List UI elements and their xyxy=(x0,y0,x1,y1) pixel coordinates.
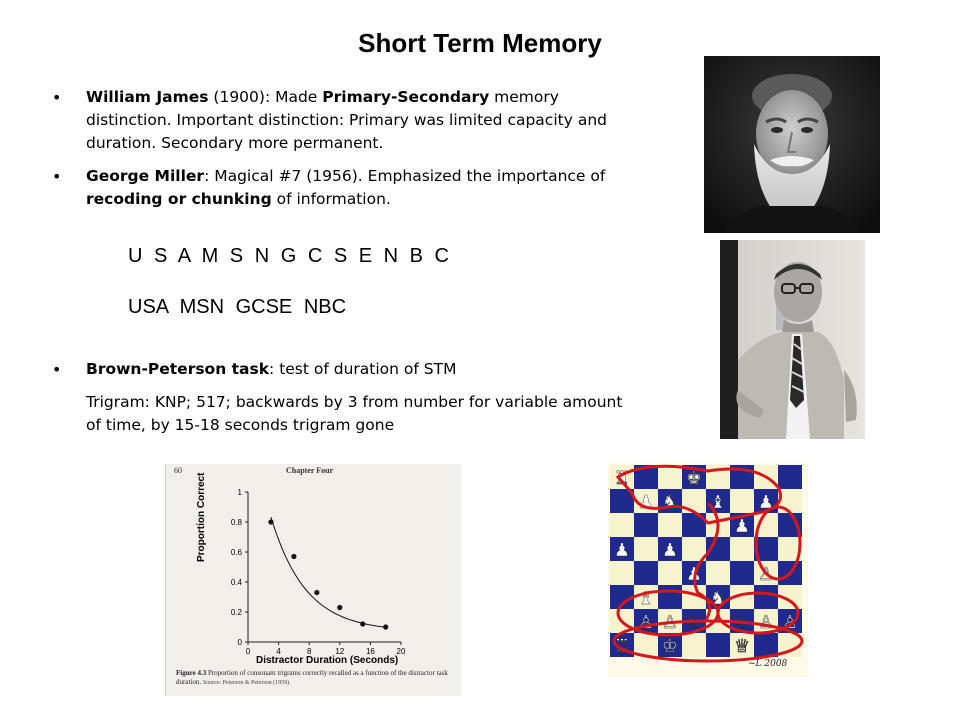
figure-caption xyxy=(176,669,456,688)
george-miller-photo xyxy=(720,240,865,439)
chess-piece: ♙ xyxy=(661,612,679,633)
william-james-photo xyxy=(704,56,880,233)
y-axis-label: Proportion Correct xyxy=(196,472,207,562)
chess-square xyxy=(634,537,658,561)
y-tick-label: 0.2 xyxy=(230,608,242,617)
y-tick-label: 1 xyxy=(237,488,242,497)
figure-caption-label: Figure 4.3 xyxy=(176,669,207,677)
chess-piece: ♜ xyxy=(613,468,631,489)
chess-square xyxy=(658,585,682,609)
chess-square xyxy=(634,513,658,537)
chess-square xyxy=(658,465,682,489)
chess-piece: ♟ xyxy=(685,564,703,585)
bullet-dot-icon: • xyxy=(52,88,62,107)
chess-piece: ♙ xyxy=(757,612,775,633)
bullet-william-james xyxy=(48,86,618,155)
trigram-text: Trigram: KNP; 517; backwards by 3 from number for variable amount of time, by 15-18 seconds trigram gone xyxy=(86,393,623,434)
chess-square xyxy=(730,489,754,513)
chess-piece: ♕ xyxy=(733,636,751,657)
bullet-name: George Miller xyxy=(86,167,205,185)
chess-square xyxy=(610,513,634,537)
chess-chunking-image xyxy=(608,463,808,677)
portrait-photo-icon xyxy=(704,56,880,233)
chess-piece: ♞ xyxy=(661,492,679,513)
chess-piece: ♙ xyxy=(637,612,655,633)
chess-piece: ♔ xyxy=(661,636,679,657)
letter-sequence: U S A M S N G C S E N B C xyxy=(128,245,450,267)
x-tick-label: 4 xyxy=(276,647,281,656)
slide-title: Short Term Memory xyxy=(358,28,602,58)
y-tick-label: 0 xyxy=(237,638,242,647)
chunked-sequence: USA MSN GCSE NBC xyxy=(128,296,347,318)
y-tick-label: 0.8 xyxy=(230,518,242,527)
bullet-term: recoding or chunking xyxy=(86,190,272,208)
chess-piece: ♘ xyxy=(733,612,751,633)
chess-piece: ♝ xyxy=(709,492,727,513)
chessboard-icon xyxy=(608,463,808,677)
bullet-text: memory distinction. Important distinction: Primary was limited capacity and duration. Secondary more permanent. xyxy=(86,88,607,152)
chess-piece: ♟ xyxy=(757,492,775,513)
chess-piece: ♟ xyxy=(637,492,655,513)
chess-square xyxy=(778,465,802,489)
chess-square xyxy=(730,561,754,585)
portrait-photo-icon xyxy=(720,240,865,439)
chess-square xyxy=(610,561,634,585)
data-point xyxy=(314,590,319,595)
brown-peterson-block xyxy=(48,358,628,437)
bullet-george-miller xyxy=(48,165,618,211)
bullet-text: : test of duration of STM xyxy=(269,360,457,378)
chess-piece: ♙ xyxy=(757,564,775,585)
bullet-dot-icon: • xyxy=(52,167,62,186)
x-tick-label: 12 xyxy=(335,647,345,656)
y-tick-label: 0.6 xyxy=(230,548,242,557)
figure-caption-text: Proportion of consonant trigrams correctly recalled as a function of the distractor task duration. xyxy=(176,669,448,686)
x-tick-label: 16 xyxy=(365,647,375,656)
bullet-list xyxy=(48,86,618,221)
peterson-graph-figure xyxy=(165,464,461,696)
figure-caption-source: Source: Peterson & Peterson (1959). xyxy=(202,680,291,686)
data-point xyxy=(360,621,365,626)
bullet-dot-icon: • xyxy=(52,360,62,379)
x-tick-label: 0 xyxy=(245,647,251,656)
bullet-term: Primary-Secondary xyxy=(322,88,490,106)
page-number: 60 xyxy=(174,466,182,475)
chess-square xyxy=(682,633,706,657)
data-point xyxy=(337,605,342,610)
chess-piece: ♟ xyxy=(613,540,631,561)
y-tick-label: 0.4 xyxy=(230,578,242,587)
chess-piece: ♚ xyxy=(685,468,703,489)
data-point xyxy=(383,624,388,629)
fitted-curve xyxy=(271,517,386,627)
chess-piece: ♝ xyxy=(637,588,655,609)
chess-piece: ♘ xyxy=(685,612,703,633)
chess-piece: ♙ xyxy=(781,612,799,633)
bullet-text: (1900): Made xyxy=(208,88,323,106)
data-point xyxy=(268,519,273,524)
x-axis-label: Distractor Duration (Seconds) xyxy=(256,655,399,666)
chess-piece: ♟ xyxy=(661,540,679,561)
bullet-brown-peterson xyxy=(48,358,628,381)
bullet-text: of information. xyxy=(271,190,391,208)
chess-square xyxy=(754,633,778,657)
x-tick-label: 8 xyxy=(306,647,312,656)
chess-square xyxy=(730,537,754,561)
data-point xyxy=(291,554,296,559)
chess-piece: ♟ xyxy=(733,516,751,537)
x-tick-label: 20 xyxy=(396,647,406,656)
bullet-name: Brown-Peterson task xyxy=(86,360,270,378)
chess-square xyxy=(754,585,778,609)
chapter-heading: Chapter Four xyxy=(286,466,334,475)
chess-signature: ~L 2008 xyxy=(748,659,788,669)
chess-square xyxy=(658,513,682,537)
chess-piece: ♞ xyxy=(709,588,727,609)
chess-piece: ♖ xyxy=(613,636,631,657)
bullet-text: : Magical #7 (1956). Emphasized the importance of xyxy=(204,167,606,185)
chess-square xyxy=(658,561,682,585)
chess-square xyxy=(634,561,658,585)
chess-square xyxy=(706,633,730,657)
bullet-name: William James xyxy=(86,88,209,106)
chess-square xyxy=(706,561,730,585)
